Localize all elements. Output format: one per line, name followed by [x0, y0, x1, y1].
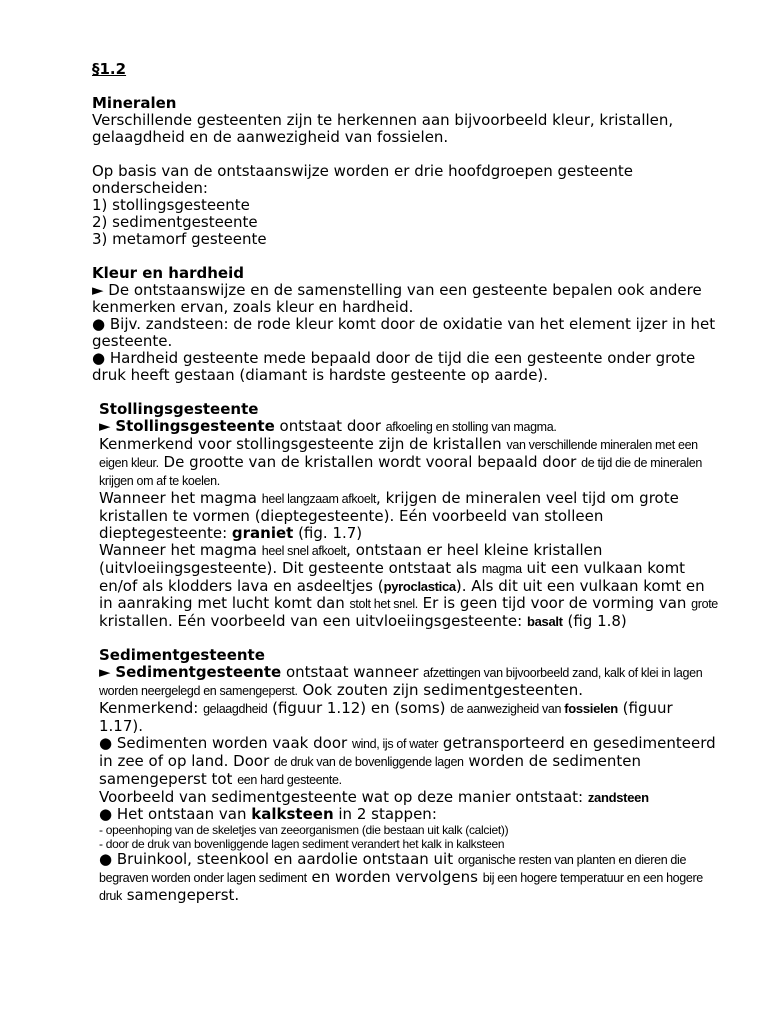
section-number: §1.2: [92, 60, 127, 78]
small-text: bij een hogere temperatuur en een hogere druk: [99, 871, 703, 903]
group-item: 3) metamorf gesteente: [92, 230, 267, 248]
spacer: [92, 146, 732, 163]
kalksteen-step: - opeenhoping van de skeletjes van zeeorganismen (die bestaan uit kalk (calciet)): [99, 823, 509, 837]
small-bold-text: basalt: [526, 614, 563, 629]
text: Er is geen tijd voor de vorming van: [417, 594, 692, 612]
small-text: de aanwezigheid van: [450, 702, 565, 716]
section-mineralen: [92, 61, 732, 384]
small-text: magma: [481, 562, 522, 576]
text: (fig 1.8): [562, 612, 627, 630]
small-text: heel langzaam afkoelt: [261, 492, 377, 506]
small-text: een hard gesteente.: [237, 773, 342, 787]
small-text: van verschillende mineralen met een eigen kleur.: [99, 438, 698, 470]
sediment-kalksteen: [99, 806, 719, 823]
bold-term: kalksteen: [251, 805, 334, 823]
heading-kleur-hardheid: Kleur en hardheid: [92, 264, 244, 282]
heading-sedimentgesteente: Sedimentgesteente: [99, 646, 265, 664]
small-text: gelaagdheid: [203, 702, 268, 716]
kalksteen-step: - door de druk van bovenliggende lagen sediment verandert het kalk in kalksteen: [99, 837, 505, 851]
heading-stollingsgesteente: Stollingsgesteente: [99, 400, 259, 418]
small-text: de druk van de bovenliggende lagen: [274, 755, 464, 769]
small-text: afzettingen van bijvoorbeeld zand, kalk of klei in lagen worden neergelegd en samengeperst.: [99, 666, 703, 698]
text: De grootte van de kristallen wordt vooral bepaald door: [158, 453, 582, 471]
sediment-transport: [99, 735, 719, 789]
stolling-kenmerk: [99, 436, 719, 490]
text: in 2 stappen:: [333, 805, 437, 823]
stolling-dieptegesteente: [99, 490, 719, 542]
text: ● Bruinkool, steenkool en aardolie ontstaan uit: [99, 850, 458, 868]
text: Ook zouten zijn sedimentgesteenten.: [297, 681, 584, 699]
text: Wanneer het magma: [99, 489, 262, 507]
small-text: stolt het snel.: [349, 597, 418, 611]
text: Kenmerkend voor stollingsgesteente zijn de kristallen: [99, 435, 507, 453]
section-gesteenten: [99, 401, 719, 905]
small-text: wind, ijs of water: [351, 737, 439, 751]
group-item: 2) sedimentgesteente: [92, 213, 258, 231]
arrow-bullet: ►: [99, 417, 116, 435]
text: Voorbeeld van sedimentgesteente wat op deze manier ontstaat:: [99, 788, 588, 806]
bold-term: graniet: [231, 524, 294, 542]
small-text: organische resten van planten en dieren die begraven worden onder lagen sediment: [99, 853, 687, 885]
small-text: de tijd die de mineralen krijgen om af te koelen.: [99, 456, 702, 488]
text: Wanneer het magma: [99, 541, 262, 559]
small-text: grote: [691, 597, 718, 611]
small-text: heel snel afkoelt: [261, 544, 347, 558]
sediment-kenmerk: [99, 700, 719, 735]
text: samengeperst.: [121, 886, 240, 904]
text: uit een vulkaan komt en/of als klodders lava en asdeeltjes (: [99, 559, 686, 595]
text: , krijgen de mineralen veel tijd om grote kristallen te vormen (dieptegesteente). Eén voorbeeld van stolleen dieptegesteente:: [99, 489, 679, 542]
text: ontstaat door: [274, 417, 386, 435]
arrow-bullet: ►: [99, 663, 116, 681]
term: Stollingsgesteente: [115, 417, 275, 435]
text: getransporteerd en gesedimenteerd in zee of op land. Door: [99, 734, 716, 770]
intro-paragraph: Verschillende gesteenten zijn te herkennen aan bijvoorbeeld kleur, kristallen, gelaagdheid en de aanwezigheid van fossielen.: [92, 111, 674, 146]
text: , ontstaan er heel kleine kristallen (uitvloeiingsgesteente). Dit gesteente ontstaat als: [99, 541, 603, 577]
text: ontstaat wanneer: [281, 663, 424, 681]
text: (figuur 1.17).: [99, 699, 673, 735]
text: (fig. 1.7): [293, 524, 363, 542]
group-item: 1) stollingsgesteente: [92, 196, 250, 214]
spacer: [92, 248, 732, 265]
small-bold-text: fossielen: [564, 701, 618, 716]
kleur-line: ● Bijv. zandsteen: de rode kleur komt door de oxidatie van het element ijzer in het gesteente.: [92, 315, 716, 350]
sediment-definition: [99, 664, 719, 700]
kleur-line: ► De ontstaanswijze en de samenstelling van een gesteente bepalen ook andere kenmerken ervan, zoals kleur en hardheid.: [92, 281, 702, 316]
sediment-bruinkool: [99, 851, 719, 905]
spacer: [99, 630, 719, 647]
text: worden de sedimenten samengeperst tot: [99, 752, 642, 788]
sediment-voorbeeld: [99, 789, 719, 806]
kleur-line: ● Hardheid gesteente mede bepaald door de tijd die een gesteente onder grote druk heeft gestaan (diamant is hardste gesteente op aarde).: [92, 349, 696, 384]
text: Kenmerkend:: [99, 699, 204, 717]
text: ● Sedimenten worden vaak door: [99, 734, 352, 752]
text: ). Als dit uit een vulkaan komt en in aanraking met lucht komt dan: [99, 577, 705, 612]
term: Sedimentgesteente: [115, 663, 282, 681]
text: (figuur 1.12) en (soms): [267, 699, 451, 717]
spacer: [92, 78, 732, 95]
small-text: afkoeling en stolling van magma.: [385, 420, 557, 434]
text: ● Het ontstaan van: [99, 805, 252, 823]
heading-mineralen: Mineralen: [92, 94, 177, 112]
text: en worden vervolgens: [306, 868, 483, 886]
text: kristallen. Eén voorbeeld van een uitvloeiingsgesteente:: [99, 612, 527, 630]
small-bold-text: pyroclastica: [383, 579, 456, 594]
stolling-definition: [99, 418, 719, 436]
groups-intro: Op basis van de ontstaanswijze worden er drie hoofdgroepen gesteente onderscheiden:: [92, 162, 634, 197]
stolling-uitvloeiing: [99, 542, 719, 630]
small-bold-text: zandsteen: [587, 790, 649, 805]
